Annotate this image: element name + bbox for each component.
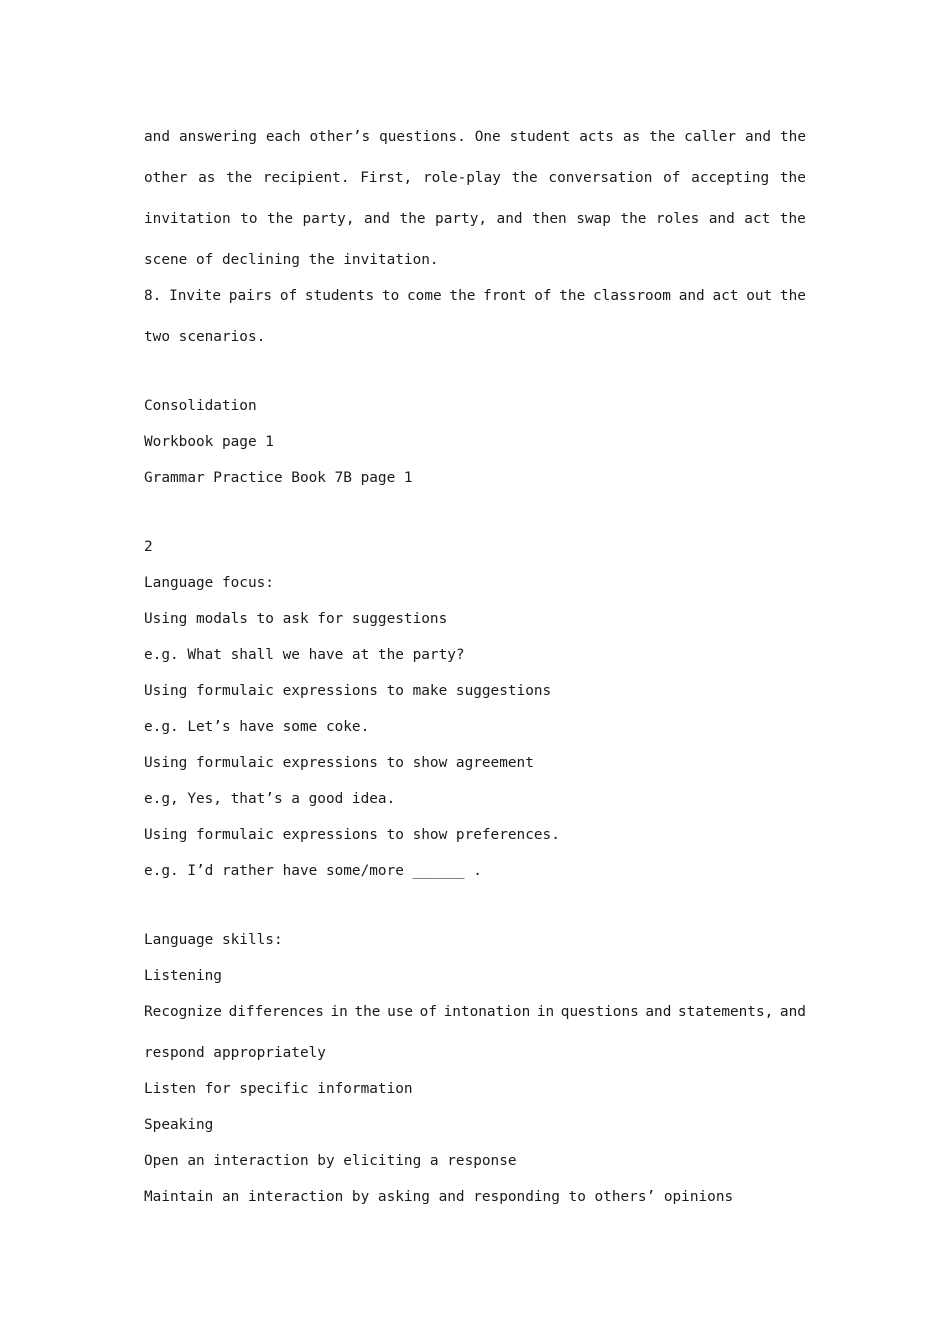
word: of — [663, 170, 681, 186]
word: front — [483, 288, 527, 304]
paragraph-line — [144, 126, 806, 167]
word: come — [407, 288, 442, 304]
word: conversation — [548, 170, 653, 186]
listening-item: Listen for specific information — [144, 1081, 413, 1097]
listening-item — [144, 1001, 806, 1042]
speaking-item: Maintain an interaction by asking and responding to others’ opinions — [144, 1189, 734, 1205]
language-focus-heading: Language focus: — [144, 575, 274, 591]
word: caller — [684, 129, 737, 145]
word: the — [780, 129, 806, 145]
language-focus-item: Using formulaic expressions to make suggestions — [144, 683, 552, 699]
word: and — [745, 129, 772, 145]
consolidation-heading: Consolidation — [144, 398, 257, 414]
language-focus-example: e.g. What shall we have at the party? — [144, 647, 465, 663]
word: pairs — [228, 288, 273, 304]
word: 8. — [144, 288, 162, 304]
word: other — [144, 170, 188, 186]
word: the — [649, 129, 676, 145]
word: party, — [302, 211, 355, 227]
word: answering — [178, 129, 257, 145]
word: and — [645, 1004, 672, 1020]
language-focus-example: e.g. Let’s have some coke. — [144, 719, 370, 735]
spacer — [144, 503, 806, 536]
word: to — [240, 211, 258, 227]
word: and — [364, 211, 391, 227]
word: then — [532, 211, 567, 227]
paragraph-line — [144, 167, 806, 208]
consolidation-item: Workbook page 1 — [144, 434, 274, 450]
word: other’s — [309, 129, 371, 145]
language-focus-item: Using modals to ask for suggestions — [144, 611, 448, 627]
word: One — [474, 129, 501, 145]
word: Recognize — [144, 1004, 222, 1020]
word: of — [534, 288, 552, 304]
word: the — [779, 288, 806, 304]
word: of — [279, 288, 298, 304]
word: use — [387, 1004, 414, 1020]
word: as — [622, 129, 641, 145]
word: statements, — [678, 1004, 774, 1020]
word: in — [536, 1004, 555, 1020]
word: and — [779, 1004, 806, 1020]
numbered-step-8-continued: two scenarios. — [144, 329, 266, 345]
word: the — [779, 211, 806, 227]
word: Invite — [169, 288, 222, 304]
paragraph-line — [144, 208, 806, 249]
word: and — [496, 211, 523, 227]
word: each — [265, 129, 301, 145]
listening-item-continued: respond appropriately — [144, 1045, 326, 1061]
language-focus-item: Using formulaic expressions to show agreement — [144, 755, 534, 771]
word: party, — [435, 211, 488, 227]
word: to — [381, 288, 400, 304]
word: student — [509, 129, 571, 145]
word: invitation — [144, 211, 231, 227]
word: roles — [655, 211, 700, 227]
paragraph-line: scene of declining the invitation. — [144, 252, 439, 268]
spacer — [144, 896, 806, 929]
word: of — [419, 1004, 437, 1020]
word: act — [712, 288, 739, 304]
word: and — [708, 211, 735, 227]
language-skills-heading: Language skills: — [144, 932, 283, 948]
word: classroom — [593, 288, 671, 304]
word: intonation — [443, 1004, 531, 1020]
consolidation-item: Grammar Practice Book 7B page 1 — [144, 470, 413, 486]
language-focus-example: e.g. I’d rather have some/more ______ . — [144, 863, 482, 879]
word: recipient. — [262, 170, 350, 186]
word: and — [144, 129, 170, 145]
listening-heading: Listening — [144, 968, 222, 984]
word: the — [511, 170, 538, 186]
word: role-play — [422, 170, 501, 186]
spacer — [144, 362, 806, 395]
word: First, — [360, 170, 413, 186]
word: act — [744, 211, 771, 227]
word: the — [354, 1004, 381, 1020]
word: as — [198, 170, 216, 186]
speaking-item: Open an interaction by eliciting a response — [144, 1153, 517, 1169]
word: questions — [560, 1004, 639, 1020]
word: acts — [579, 129, 614, 145]
word: the — [449, 288, 476, 304]
word: students — [304, 288, 375, 304]
word: the — [226, 170, 253, 186]
word: the — [399, 211, 426, 227]
language-focus-item: Using formulaic expressions to show preferences. — [144, 827, 560, 843]
word: the — [267, 211, 293, 227]
word: in — [330, 1004, 348, 1020]
word: questions. — [379, 129, 466, 145]
word: the — [559, 288, 586, 304]
word: swap — [576, 211, 611, 227]
word: out — [746, 288, 773, 304]
speaking-heading: Speaking — [144, 1117, 214, 1133]
word: accepting — [691, 170, 770, 186]
word: differences — [228, 1004, 324, 1020]
word: the — [779, 170, 806, 186]
section-number: 2 — [144, 539, 153, 555]
word: the — [620, 211, 647, 227]
language-focus-example: e.g, Yes, that’s a good idea. — [144, 791, 396, 807]
numbered-step-8 — [144, 285, 806, 326]
word: and — [678, 288, 705, 304]
document-body — [144, 126, 806, 1222]
